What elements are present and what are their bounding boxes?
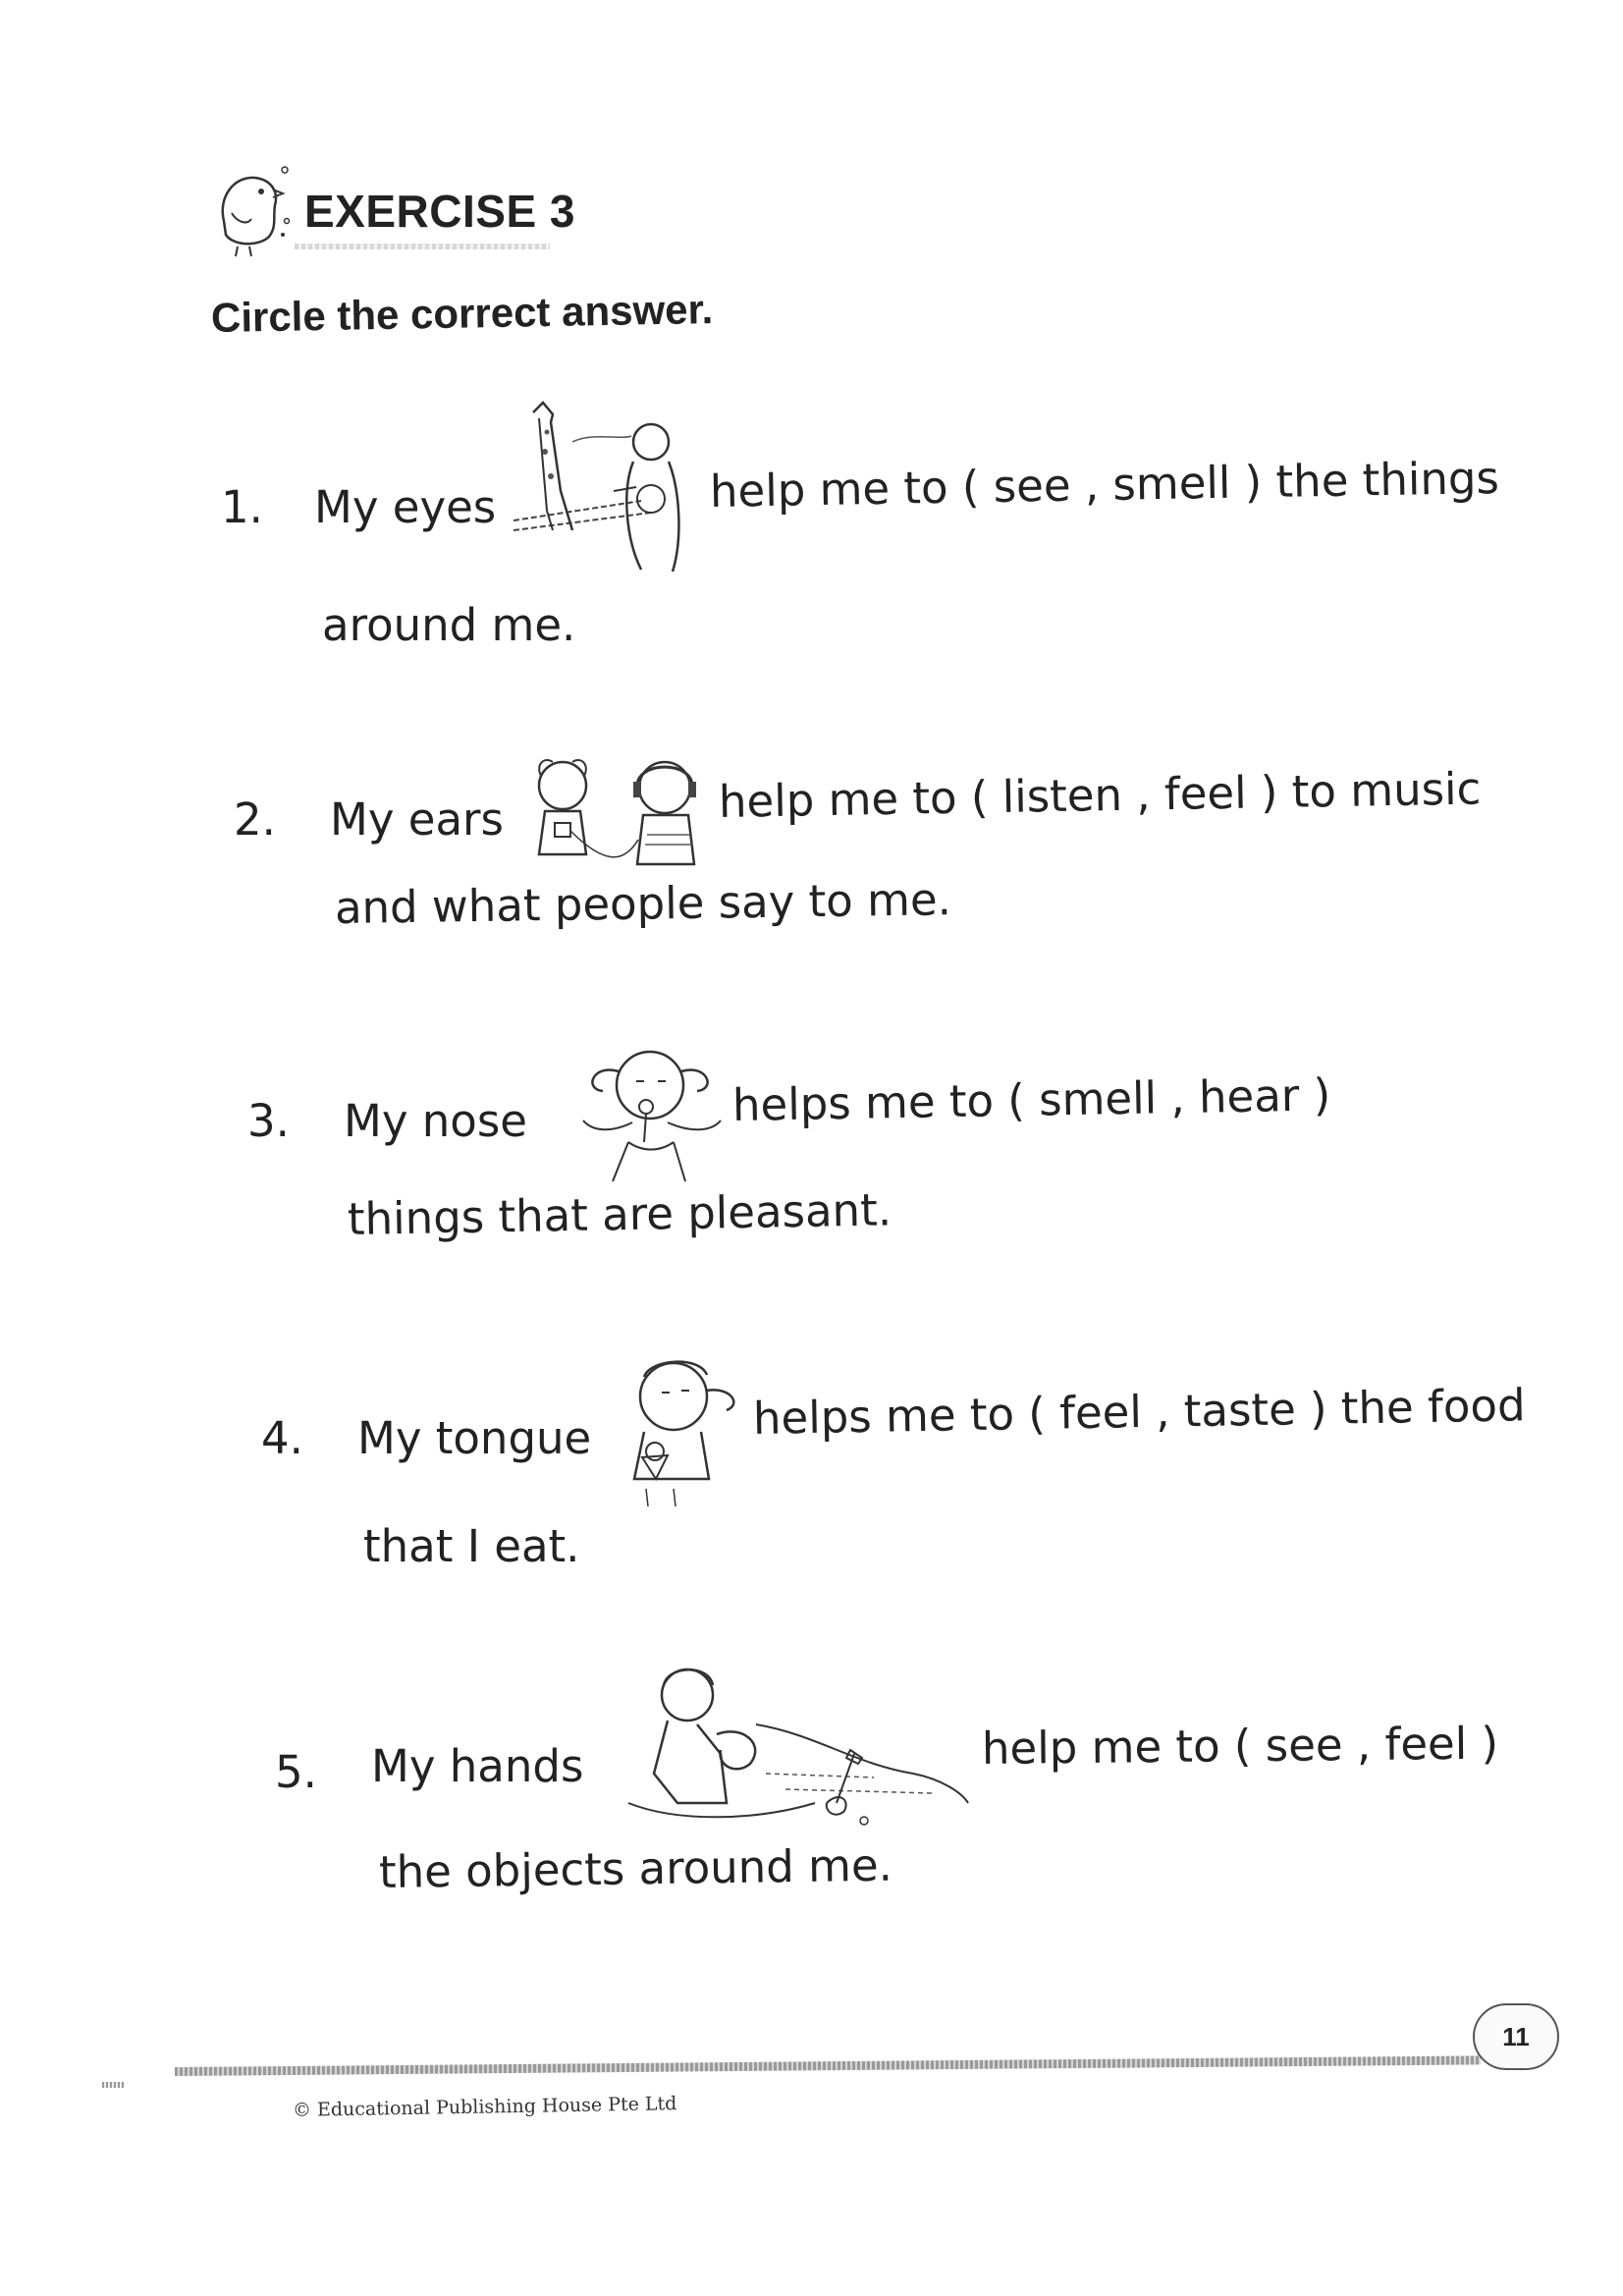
question-rest: help me to ( see , feel ) [981,1717,1499,1775]
question-line2: and what people say to me. [334,873,952,934]
title-underline [295,244,550,249]
footer-rule [175,2055,1481,2076]
question-number: 5. [275,1746,317,1798]
question-line2: things that are pleasant. [347,1183,893,1245]
question-line2: the objects around me. [378,1838,893,1898]
exercise-title: EXERCISE 3 [304,186,575,237]
question-line2: that I eat. [363,1520,580,1572]
children-listening-picture [515,746,722,884]
girl-eating-icecream-picture [605,1341,752,1508]
question-number: 1. [221,481,263,533]
question-lead: My ears [330,793,504,846]
question-rest: help me to ( see , smell ) the things [709,451,1500,518]
giraffe-zoo-picture [504,393,700,579]
question-number: 2. [234,793,276,846]
question-lead: My tongue [357,1412,592,1464]
question-rest: helps me to ( smell , hear ) [731,1068,1331,1131]
question-number: 4. [261,1412,303,1464]
question-rest: helps me to ( feel , taste ) the food [752,1379,1526,1445]
question-rest: help me to ( listen , feel ) to music [718,762,1482,828]
instruction-text: Circle the correct answer. [210,286,714,341]
question-lead: My eyes [314,481,497,533]
page-number-badge [1473,2003,1559,2070]
page-number: 11 [1502,2021,1530,2051]
question-number: 3. [247,1095,290,1147]
question-lead: My hands [371,1740,584,1792]
scan-smudge [102,2082,124,2088]
bird-icon [204,162,293,260]
child-playing-sand-picture [619,1656,972,1842]
question-lead: My nose [344,1095,527,1147]
copyright-text: © Educational Publishing House Pte Ltd [292,2093,677,2121]
girl-smelling-flower-picture [564,1034,730,1191]
question-line2: around me. [322,599,576,651]
